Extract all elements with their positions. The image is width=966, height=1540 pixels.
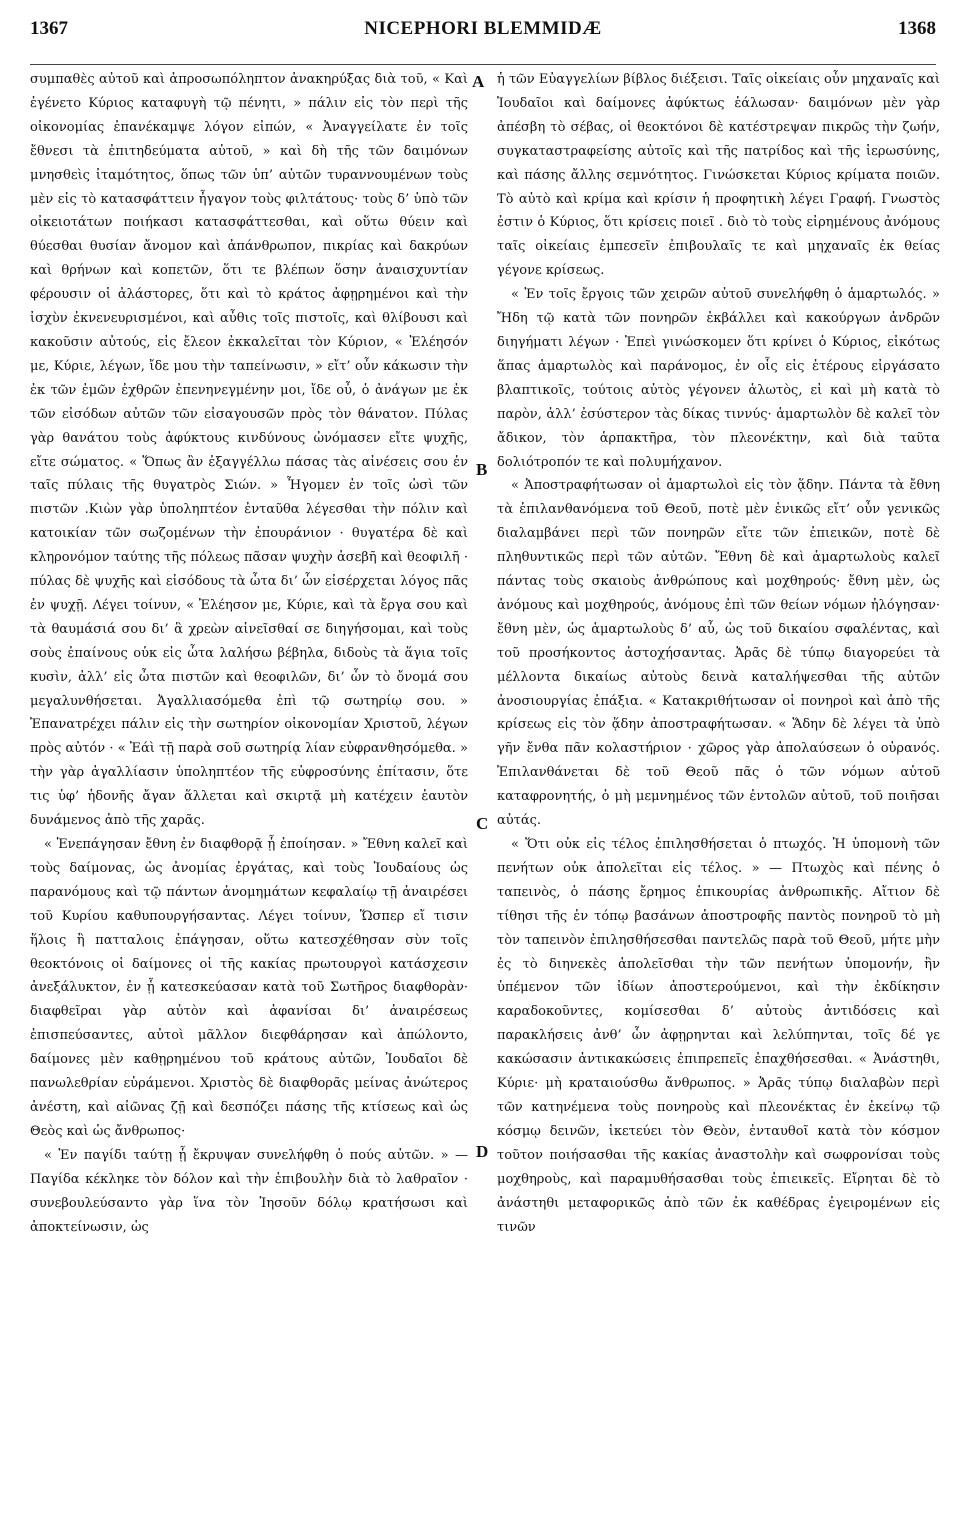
left-column <box>30 68 468 1528</box>
paragraph: « Ἐν τοῖς ἔργοις τῶν χειρῶν αὐτοῦ συνελήφθη ὁ ἁμαρτωλός. » Ἤδη τῷ κατὰ τῶν πονηρῶν ἐκβάλλει καὶ κακούργων ἀνδρῶν διηγήματι λέγων · Ἐπεὶ γινώσκομεν ὅτι κρίνει ὁ Κύριος, εἰκότως ἅπας ἁμαρτωλὸς καὶ παράνομος, ἐν οἷς εἰς ἑτέρους εἰργάσατο βλαπτικοῖς, τούτοις αὐτὸς γέγονεν ἁλωτὸς, εἰ καὶ μὴ κατὰ τὸ παρὸν, ἀλλ’ ἐσύστερον τὰς δίκας τιννύς· ἁμαρτωλὸν δὲ καλεῖ τὸν ἄδικον, τὸν ἁρπακτῆρα, τὸν πλεονέκτην, καὶ διὰ ταῦτα δολιότροπόν τε καὶ πολυμήχανον. <box>497 287 940 470</box>
margin-marker-c: C <box>476 814 489 833</box>
paragraph: « Ἐν παγίδι ταύτῃ ᾗ ἔκρυψαν συνελήφθη ὁ πούς αὐτῶν. » — Παγίδα κέκληκε τὸν δόλον καὶ τὴν ἐπιβουλὴν διὰ τὸ λαθραῖον · συνεβουλεύσαντο γὰρ ἵνα τὸν Ἰησοῦν δόλῳ κρατήσωσι καὶ ἀποκτείνωσιν, ὡς <box>30 1147 468 1235</box>
paragraph: « Ἀποστραφήτωσαν οἱ ἁμαρτωλοὶ εἰς τὸν ᾅδην. Πάντα τὰ ἔθνη τὰ ἐπιλανθανόμενα τοῦ Θεοῦ, ποτὲ μὲν ἑνικῶς εἴτ’ οὖν γενικῶς διαλαμβάνει περὶ τῶν πονηρῶν εἴτε τῶν ἐπιεικῶν, ποτὲ δὲ πληθυντικῶς περὶ τῶν αὐτῶν. Ἔθνη δὲ καὶ ἁμαρτωλοὺς καλεῖ πάντας τοὺς σκαιοὺς ἀνθρώπους καὶ μοχθηρούς· ἔθνη μὲν, ὡς ἀνόμους καὶ μοχθηρούς, ἀνόμους ἐπὶ τῶν θείων νόμων ἠλόγησαν· ἔθνη μὲν, ὡς ἁμαρτωλοὺς δ’ αὖ, ὡς τοῦ δικαίου σφαλέντας, καὶ τοῦ προσήκοντος ἀστοχήσαντας. Ἀρᾶς δὲ τύπῳ διαγορεύει τὰ μέλλοντα δικαίως αὐτοὺς δεινὰ καταλήψεσθαι τῆς αὐτῶν ἀνοσιουργίας ἐπάξια. « Κατακριθήτωσαν οἱ πονηροὶ καὶ ἀπὸ τῆς κρίσεως εἰς τὸν ᾅδην ἀποστραφήτωσαν. « Ἅδην δὲ λέγει τὰ ὑπὸ γῆν ἔνθα πᾶν κολαστήριον · χῶρος γὰρ ἀπολαύσεων ὁ οὐρανός. Ἐπιλανθάνεται δὲ τοῦ Θεοῦ πᾶς ὁ τῶν νόμων αὐτοῦ καταφρονητής, ὁ μὴ μεμνημένος τῶν ἐντολῶν αὐτοῦ, τοῦ ποιῆσαι αὐτάς. <box>497 478 940 829</box>
page-header <box>30 12 936 48</box>
page-title: NICEPHORI BLEMMIDÆ <box>364 18 602 39</box>
paragraph: συμπαθὲς αὐτοῦ καὶ ἀπροσωπόληπτον ἀνακηρύξας διὰ τοῦ, « Καὶ ἐγένετο Κύριος καταφυγὴ τῷ πένητι, » πάλιν εἰς τὸν περὶ τῆς οἰκονομίας ἐπανέκαμψε λόγον εἰπών, « Ἀναγγείλατε ἐν τοῖς ἔθνεσι τὰ ἐπιτηδεύματα αὐτοῦ, » καὶ δὴ τῆς τῶν δαιμόνων μνησθεὶς ἰταμότητος, ὅπως τῶν ὑπ’ αὐτῶν τυραννουμένων τοὺς μὲν εἰς τὸ κατασφάττειν ἦγαγον τοὺς φιλτάτους· τοὺς δ’ ὑπὸ τῶν οἰκειοτάτων ποιήκασι κατασφάττεσθαι, καὶ οὕτω θύειν καὶ θύεσθαι θυσίαν ἄνομον καὶ ἀπάνθρωπον, πικρίας καὶ δακρύων καὶ θρήνων καὶ κοπετῶν, ὅτι τε βλέπων ὅσην ἀναισχυντίαν φέρουσιν οἱ ἀλάστορες, ὅτι καὶ τὸ κράτος ἀφῃρημένοι καὶ τὴν ἰσχὺν ἐκνενευρισμένοι, καὶ αὖθις τοῖς πιστοῖς, καὶ θλίβουσι καὶ κακοῦσιν αὐτούς, εἰς ἔλεον ἐκκαλεῖται τὸν Κύριον, « Ἐλέησόν με, Κύριε, λέγων, ἴδε μου τὴν ταπείνωσιν, » εἴτ’ οὖν κάκωσιν τὴν ἐκ τῶν ἐμῶν ἐχθρῶν ἐπενηνεγμένην μοι, ἴδε οὖ, ὁ ἀνάγων με ἐκ τῶν εἰσόδων αὐτῶν τῶν εἰσαγουσῶν πρὸς τὸν θάνατον. Πύλας γὰρ θανάτου τοὺς ἀφύκτους κινδύνους ὠνόμασεν εἴτε ψυχῆς, εἴτε σώματος. « Ὅπως ἂν ἐξαγγέλλω πάσας τὰς αἰνέσεις σου ἐν ταῖς πύλαις τῆς θυγατρὸς Σιών. » Ἦγομεν ἐν τοῖς ὠσὶ τῶν πιστῶν .Κιὼν γὰρ ὑποληπτέον ἐνταῦθα λέγεσθαι τὴν πόλιν καὶ κατοικίαν τῶν σωζομένων τὴν ἐπουράνιον · θυγατέρα δὲ καὶ κληρονόμον ταύτης τῆς πόλεως πᾶσαν ψυχὴν ἀσεβῆ καὶ θεοφιλῆ · πύλας δὲ ψυχῆς καὶ εἰσόδους τὰ ὦτα δι’ ὧν εἰσέρχεται λόγος πᾶς ἐν ψυχῇ. Λέγει τοίνυν, « Ἐλέησον με, Κύριε, καὶ τὰ ἔργα σου καὶ τὰ θαυμάσιά σου δι’ ἃ χρεὼν αἰνεῖσθαί σε διηγήσομαι, καὶ τοὺς σοὺς ἐπαίνους οὐκ εἰς ὦτα λαλήσω βέβηλα, διδοὺς τὰ ἅγια τοῖς κυσὶν, ἀλλ’ εἰς ὦτα πιστῶν καὶ θεοφιλῶν, δι’ ὧν τὸ ὄνομά σου μεγαλυνθήσεται. Ἀγαλλιασόμεθα ἐπὶ τῷ σωτηρίῳ σου. » Ἐπανατρέχει πάλιν εἰς τὴν σωτηρίον οἰκονομίαν Χριστοῦ, λέγων πρὸς αὐτόν · « Ἐάὶ τῇ παρὰ σοῦ σωτηρίᾳ λίαν εὐφρανθησόμεθα. » τὴν γὰρ ἀγαλλίασιν ὑποληπτέον τῆς εὐφροσύνης ἐπίτασιν, ὅτε τις ὑφ’ ἡδονῆς ἄγαν ἅλλεται καὶ σκιρτᾷ μὴ κατέχειν ἑαυτὸν δυνάμενος ἀπὸ τῆς χαρᾶς. <box>30 72 468 829</box>
left-page-number: 1367 <box>30 18 68 39</box>
margin-marker-d: D <box>476 1142 489 1161</box>
margin-marker-b: B <box>476 460 488 479</box>
paragraph: « Ὅτι οὐκ εἰς τέλος ἐπιλησθήσεται ὁ πτωχός. Ἡ ὑπομονὴ τῶν πενήτων οὐκ ἀπολεῖται εἰς τέλος. » — Πτωχὸς καὶ πένης ὁ ταπεινὸς, ὁ πάσης ἔρημος ἐπικουρίας ἀνθρωπικῆς. Αἴτιον δὲ τίθησι τῆς ἐν τόπῳ βασάνων ἀποστροφῆς παντὸς πονηροῦ τὸ μὴ τὸν ταπεινὸν ἐπιλησθήσεσθαι παντελῶς παρὰ τοῦ Θεοῦ, μήτε μὴν ἐς τὸ διηνεκὲς ἀπολεῖσθαι τὴν τῶν πενήτων ὑπομονήν, ἣν ὑπέμενον τῶν ἰδίων ἀποστερούμενοι, καὶ τὴν ἐκδίκησιν καραδοκοῦντες, κομίσεσθαι δ’ αὐτοὺς ἀντιδόσεις καὶ παρακλήσεις ἀνθ’ ὧν ἀφῃρηνται καὶ λελύπηνται, τοῖς δέ γε κακώσασιν ἀντικακώσεις ἐπιπρεπεῖς ἐπαχθήσεσθαι. « Ἀνάστηθι, Κύριε· μὴ κραταιούσθω ἄνθρωπος. » Ἀρᾶς τύπῳ διαλαβὼν περὶ τῶν κατηνέμενα τοὺς πονηροὺς καὶ πλεονέκτας ἐν ἐκείνῳ τῷ κόσμῳ δεινῶν, ἱκετεύει τὸν Θεὸν, ἐνταυθοῖ κατὰ τὸν κόσμον τοῦτον ποιήσασθαι τῆς κακίας ἀναστολὴν καὶ σωφρονίσαι τοὺς μοχθηροὺς, καὶ παραμυθήσασθαι τοὺς ἐπιεικεῖς. Εἴρηται δὲ τὸ ἀνάστηθι μεταφορικῶς ἀπὸ τῶν ἐκ καθέδρας ἐγειρομένων εἰς τινῶν <box>497 837 940 1235</box>
right-column <box>497 68 940 1528</box>
right-page-number: 1368 <box>898 18 936 39</box>
margin-marker-a: A <box>472 72 485 91</box>
paragraph: « Ἐνεπάγησαν ἔθνη ἐν διαφθορᾷ ᾗ ἐποίησαν. » Ἔθνη καλεῖ καὶ τοὺς δαίμονας, ὡς ἀνομίας ἐργάτας, καὶ τοὺς Ἰουδαίους ὡς παρανόμους καὶ τῷ πάντων ἀνομημάτων κεφαλαίῳ τῇ ἀναιρέσει τοῦ Κυρίου καθυπουργήσαντας. Λέγει τοίνυν, Ὥσπερ εἴ τισιν ἥλοις ἢ πατταλοις ἐπάγησαν, οὕτω κατεσχέθησαν σὺν τοῖς θεοκτόνοις οἱ δαίμονες οἱ τῆς κακίας πρωτουργοὶ κατάσχεσιν ἀνεξάλυκτον, ἐν ᾗ κατεσκεύασαν κατὰ τοῦ Σωτῆρος διαφθορὰν· διαφθεῖραι γὰρ αὐτὸν καὶ ἀφανίσαι δι’ ἀναιρέσεως ἐπισπεύσαντες, αὐτοὶ μᾶλλον διεφθάρησαν καὶ ἀπώλοντο, δαίμονες μὲν καθῃρημένου τοῦ κράτους αὐτῶν, Ἰουδαῖοι δὲ πανωλεθρίαν εὑράμενοι. Χριστὸς δὲ διαφθορᾶς μείνας ἀνώτερος ἀνέστη, καὶ αἰῶνας ζῇ καὶ δεσπόζει πάσης τῆς κτίσεως καὶ ὡς Θεὸς καὶ ὡς ἄνθρωπος· <box>30 837 468 1139</box>
header-rule <box>30 64 936 65</box>
paragraph: ἡ τῶν Εὐαγγελίων βίβλος διέξεισι. Ταῖς οἰκείαις οὖν μηχαναῖς καὶ Ἰουδαῖοι καὶ δαίμονες ἀφύκτως ἑάλωσαν· δαιμόνων μὲν γὰρ ἀπέσβη τὸ σέβας, οἱ θεοκτόνοι δὲ κατέστρεψαν πικρῶς τὴν ζωήν, συγκαταστραφείσης αὐτοῖς καὶ τῆς πατρίδος καὶ τῆς ἱερωσύνης, καὶ πάσης ἄλλης σεμνότητος. Γινώσκεται Κύριος κρίματα ποιῶν. Τὸ αὐτὸ καὶ κρίμα καὶ κρίσιν ἡ προφητικὴ λέγει Γραφή. Γνωστὸς ἐστιν ὁ Κύριος, ὅτι κρίσεις ποιεῖ . διὸ τὸ τοὺς εἰρημένους ἀνόμους ταῖς οἰκείαις ἐμπεσεῖν ἐπιβουλαῖς τε καὶ μηχαναῖς ἐκ θείας γέγονε κρίσεως. <box>497 72 940 279</box>
